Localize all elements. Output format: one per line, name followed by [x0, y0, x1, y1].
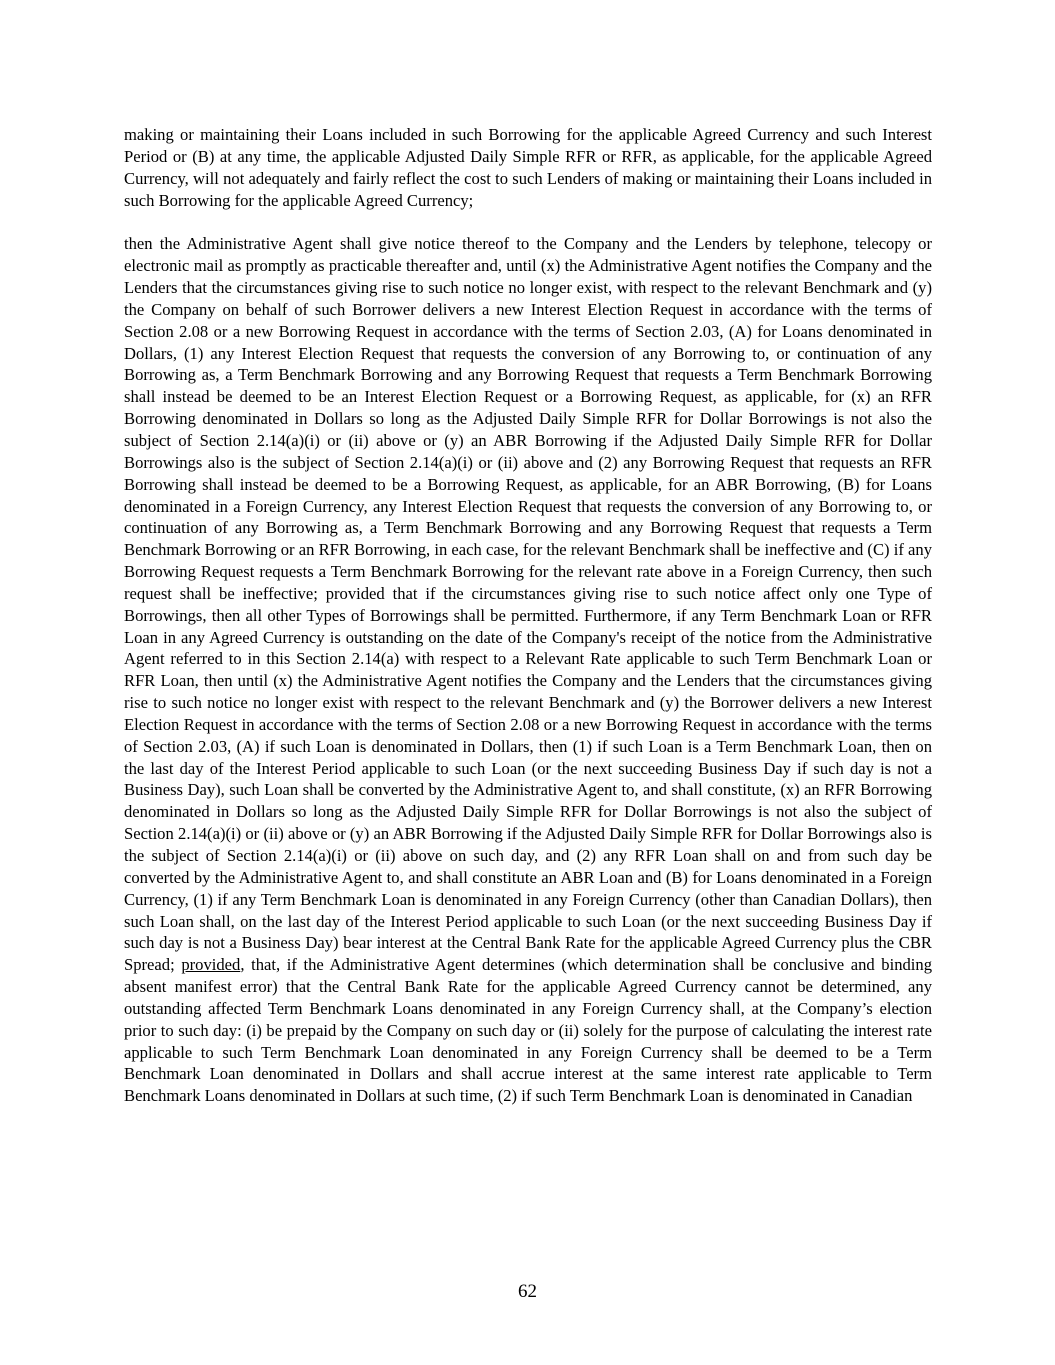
paragraph-main-text-2: , that, if the Administrative Agent determines (which determination shall be conclusive and binding absent manifest error) that the Central Bank Rate for the applicable Agreed Currency cannot be determined, any outstanding affected Term Benchmark Loans denominated in any Foreign Currency shall, at the Company’s election prior to such day: (i) be prepaid by the Company on such day or (ii) solely for the purpose of calculating the interest rate applicable to such Term Benchmark Loan denominated in any Foreign Currency shall be deemed to be a Term Benchmark Loan denominated in Dollars and shall accrue interest at the same interest rate applicable to Term Benchmark Loans denominated in Dollars at such time, (2) if such Term Benchmark Loan is denominated in Canadian [124, 955, 932, 1106]
document-body [124, 124, 932, 1107]
underlined-term-provided: provided [181, 955, 241, 975]
page-number: 62 [518, 1281, 537, 1302]
paragraph-continuation: making or maintaining their Loans included in such Borrowing for the applicable Agreed Currency and such Interest Period or (B) at any time, the applicable Adjusted Daily Simple RFR or RFR, as applicable, for the applicable Agreed Currency, will not adequately and fairly reflect the cost to such Lenders of making or maintaining their Loans included in such Borrowing for the applicable Agreed Currency; [124, 125, 932, 210]
paragraph-main-text-1: then the Administrative Agent shall give notice thereof to the Company and the Lenders by telephone, telecopy or electronic mail as promptly as practicable thereafter and, until (x) the Administrative Agent notifies the Company and the Lenders that the circumstances giving rise to such notice no longer exist, with respect to the relevant Benchmark and (y) the Company on behalf of such Borrower delivers a new Interest Election Request in accordance with the terms of Section 2.08 or a new Borrowing Request in accordance with the terms of Section 2.03, (A) for Loans denominated in Dollars, (1) any Interest Election Request that requests the conversion of any Borrowing to, or continuation of any Borrowing as, a Term Benchmark Borrowing and any Borrowing Request that requests a Term Benchmark Borrowing shall instead be deemed to be an Interest Election Request or a Borrowing Request, as applicable, for (x) an RFR Borrowing denominated in Dollars so long as the Adjusted Daily Simple RFR for Dollar Borrowings is not also the subject of Section 2.14(a)(i) or (ii) above or (y) an ABR Borrowing if the Adjusted Daily Simple RFR for Dollar Borrowings also is the subject of Section 2.14(a)(i) or (ii) above and (2) any Borrowing Request that requests an RFR Borrowing shall instead be deemed to be a Borrowing Request, as applicable, for an ABR Borrowing, (B) for Loans denominated in a Foreign Currency, any Interest Election Request that requests the conversion of any Borrowing to, or continuation of any Borrowing as, a Term Benchmark Borrowing and any Borrowing Request that requests a Term Benchmark Borrowing or an RFR Borrowing, in each case, for the relevant Benchmark shall be ineffective and (C) if any Borrowing Request requests a Term Benchmark Borrowing for the relevant rate above in a Foreign Currency, then such request shall be ineffective; provided that if the circumstances giving rise to such notice affect only one Type of Borrowings, then all other Types of Borrowings shall be permitted. Furthermore, if any Term Benchmark Loan or RFR Loan in any Agreed Currency is outstanding on the date of the Company's receipt of the notice from the Administrative Agent referred to in this Section 2.14(a) with respect to a Relevant Rate applicable to such Term Benchmark Loan or RFR Loan, then until (x) the Administrative Agent notifies the Company and the Lenders that the circumstances giving rise to such notice no longer exist with respect to the relevant Benchmark and (y) the Borrower delivers a new Interest Election Request in accordance with the terms of Section 2.08 or a new Borrowing Request in accordance with the terms of Section 2.03, (A) if such Loan is denominated in Dollars, then (1) if such Loan is a Term Benchmark Loan, then on the last day of the Interest Period applicable to such Loan (or the next succeeding Business Day if such day is not a Business Day), such Loan shall be converted by the Administrative Agent to, and shall constitute, (x) an RFR Borrowing denominated in Dollars so long as the Adjusted Daily Simple RFR for Dollar Borrowings is not also the subject of Section 2.14(a)(i) or (ii) above or (y) an ABR Borrowing if the Adjusted Daily Simple RFR for Dollar Borrowings also is the subject of Section 2.14(a)(i) or (ii) above on such day, and (2) any RFR Loan shall on and from such day be converted by the Administrative Agent to, and shall constitute an ABR Loan and (B) for Loans denominated in a Foreign Currency, (1) if any Term Benchmark Loan is denominated in any Foreign Currency (other than Canadian Dollars), then such Loan shall, on the last day of the Interest Period applicable to such Loan (or the next succeeding Business Day if such day is not a Business Day) bear interest at the Central Bank Rate for the applicable Agreed Currency plus the CBR Spread; [124, 234, 932, 975]
paragraph-main [124, 233, 932, 1107]
